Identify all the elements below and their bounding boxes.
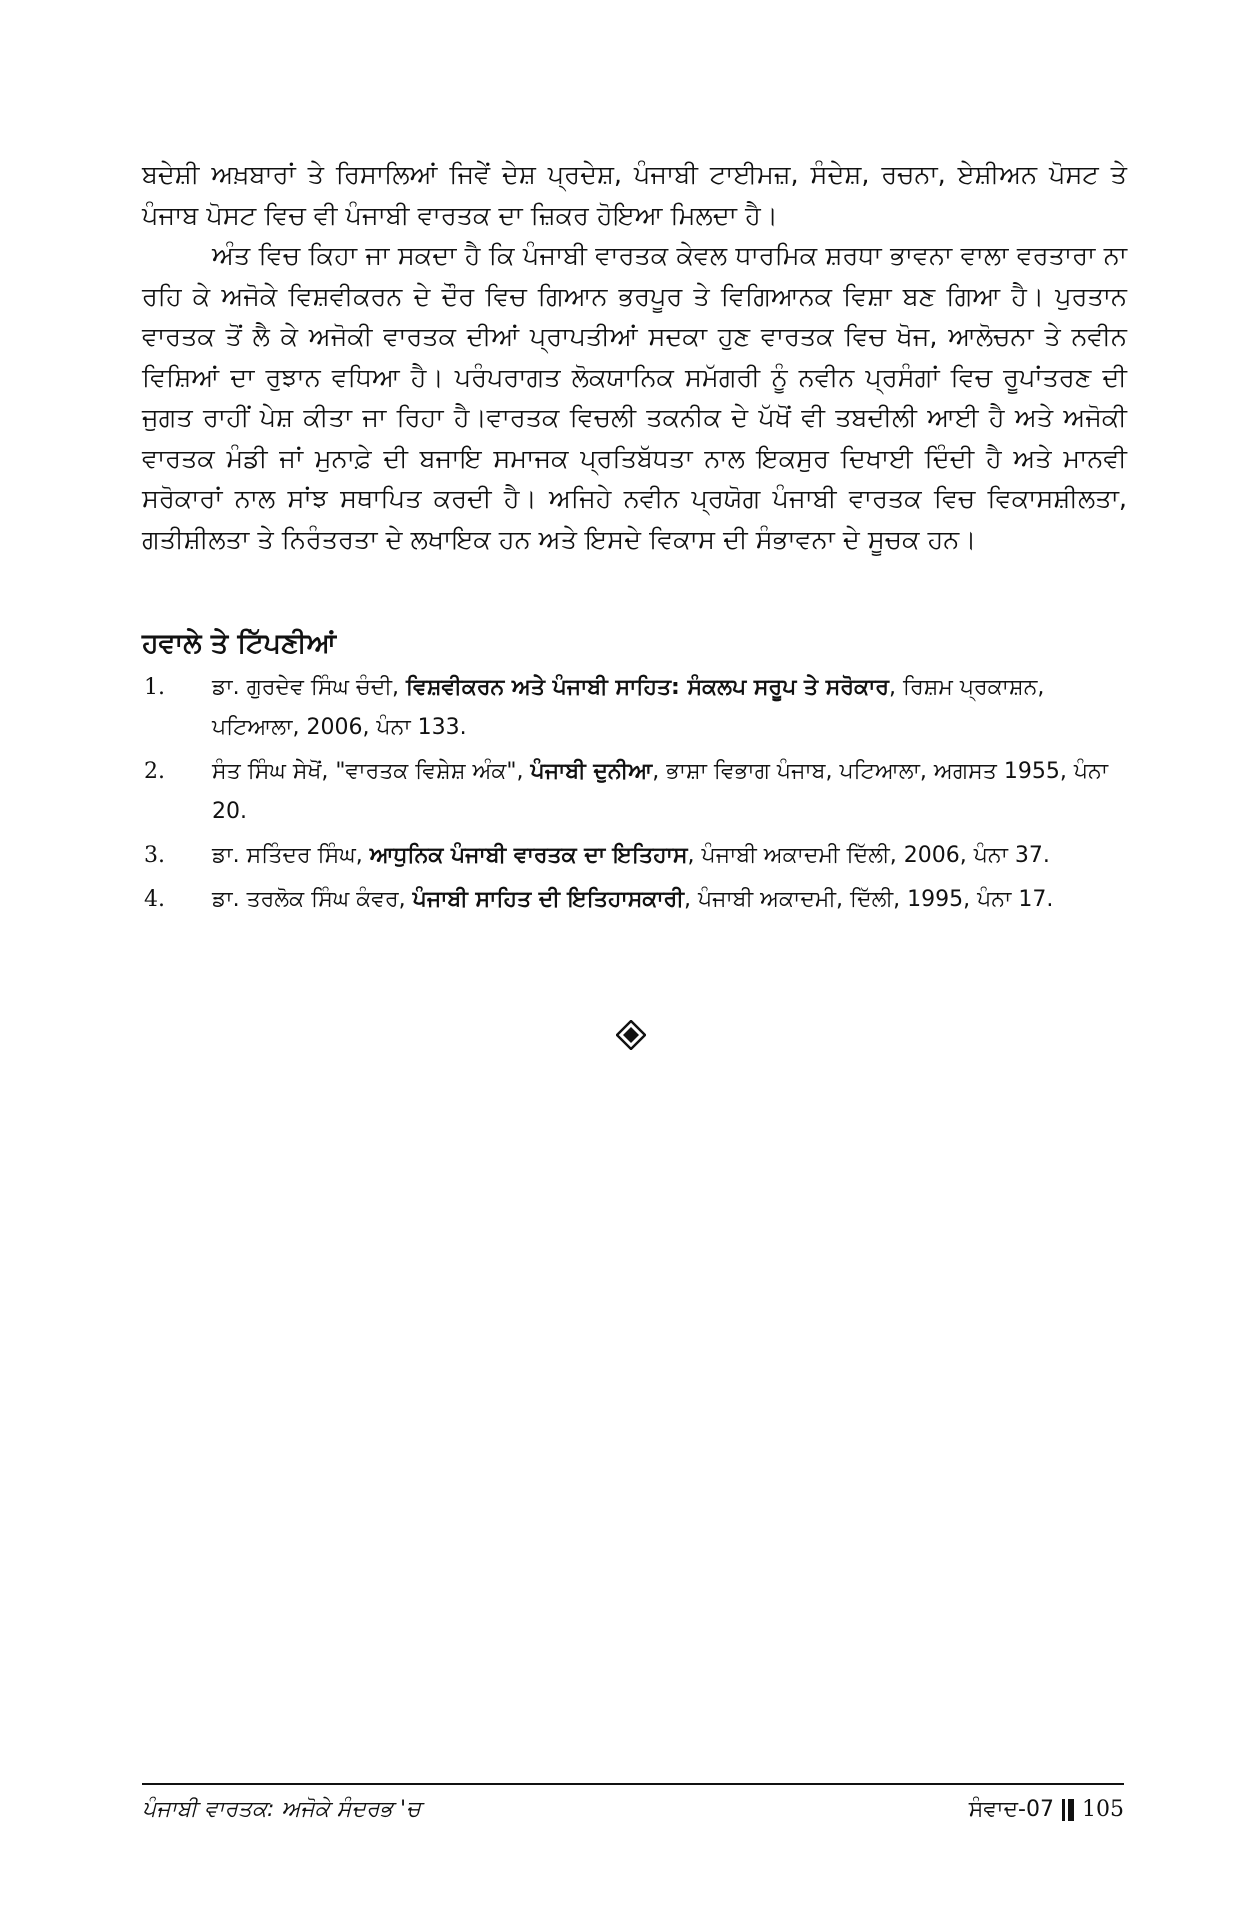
reference-item: [142, 836, 1127, 876]
reference-author: ਸੰਤ ਸਿੰਘ ਸੇਖੋਂ, "ਵਾਰਤਕ ਵਿਸ਼ੇਸ਼ ਅੰਕ",: [212, 759, 531, 784]
reference-author: ਡਾ. ਸਤਿੰਦਰ ਸਿੰਘ,: [212, 843, 370, 868]
reference-number: 1.: [144, 675, 165, 700]
reference-item: [142, 668, 1127, 748]
reference-title: ਆਧੁਨਿਕ ਪੰਜਾਬੀ ਵਾਰਤਕ ਦਾ ਇਤਿਹਾਸ: [369, 843, 688, 868]
running-footer-title: ਪੰਜਾਬੀ ਵਾਰਤਕ: ਅਜੋਕੇ ਸੰਦਰਭ 'ਚ: [142, 1797, 421, 1822]
references-list: [142, 668, 1127, 924]
reference-details: , ਰਿਸ਼ਮ ਪ੍ਰਕਾਸ਼ਨ, ਪਟਿਆਲਾ, 2006, ਪੰਨਾ 133.: [212, 675, 1045, 740]
paragraph-1: ਬਦੇਸ਼ੀ ਅਖ਼ਬਾਰਾਂ ਤੇ ਰਿਸਾਲਿਆਂ ਜਿਵੇਂ ਦੇਸ਼ ਪ੍ਰਦੇਸ਼, ਪੰਜਾਬੀ ਟਾਈਮਜ਼, ਸੰਦੇਸ਼, ਰਚਨਾ, ਏਸ਼ੀਅਨ ਪੋਸਟ ਤੇ ਪੰਜਾਬ ਪੋਸਟ ਵਿਚ ਵੀ ਪੰਜਾਬੀ ਵਾਰਤਕ ਦਾ ਜ਼ਿਕਰ ਹੋਇਆ ਮਿਲਦਾ ਹੈ।: [142, 160, 1127, 231]
journal-issue: ਸੰਵਾਦ-07: [968, 1797, 1054, 1822]
reference-item: [142, 752, 1127, 832]
reference-number: 3.: [144, 843, 165, 868]
reference-number: 2.: [144, 759, 165, 784]
bar-separator-icon: [1062, 1798, 1074, 1822]
reference-author: ਡਾ. ਗੁਰਦੇਵ ਸਿੰਘ ਚੰਦੀ,: [212, 675, 406, 700]
diamond-ornament-icon: [616, 1020, 646, 1050]
reference-author: ਡਾ. ਤਰਲੋਕ ਸਿੰਘ ਕੰਵਰ,: [212, 887, 413, 912]
page-number: 105: [1082, 1797, 1124, 1822]
reference-details: , ਪੰਜਾਬੀ ਅਕਾਦਮੀ ਦਿੱਲੀ, 2006, ਪੰਨਾ 37.: [687, 843, 1050, 868]
reference-details: , ਪੰਜਾਬੀ ਅਕਾਦਮੀ, ਦਿੱਲੀ, 1995, ਪੰਨਾ 17.: [683, 887, 1054, 912]
reference-title: ਪੰਜਾਬੀ ਸਾਹਿਤ ਦੀ ਇਤਿਹਾਸਕਾਰੀ: [412, 887, 684, 912]
references-heading: ਹਵਾਲੇ ਤੇ ਟਿੱਪਣੀਆਂ: [142, 628, 337, 659]
reference-number: 4.: [144, 887, 165, 912]
paragraph-2: ਅੰਤ ਵਿਚ ਕਿਹਾ ਜਾ ਸਕਦਾ ਹੈ ਕਿ ਪੰਜਾਬੀ ਵਾਰਤਕ ਕੇਵਲ ਧਾਰਮਿਕ ਸ਼ਰਧਾ ਭਾਵਨਾ ਵਾਲਾ ਵਰਤਾਰਾ ਨਾ ਰਹਿ ਕੇ ਅਜੋਕੇ ਵਿਸ਼ਵੀਕਰਨ ਦੇ ਦੌਰ ਵਿਚ ਗਿਆਨ ਭਰਪੂਰ ਤੇ ਵਿਗਿਆਨਕ ਵਿਸ਼ਾ ਬਣ ਗਿਆ ਹੈ। ਪੁਰਤਾਨ ਵਾਰਤਕ ਤੋਂ ਲੈ ਕੇ ਅਜੋਕੀ ਵਾਰਤਕ ਦੀਆਂ ਪ੍ਰਾਪਤੀਆਂ ਸਦਕਾ ਹੁਣ ਵਾਰਤਕ ਵਿਚ ਖੋਜ, ਆਲੋਚਨਾ ਤੇ ਨਵੀਨ ਵਿਸ਼ਿਆਂ ਦਾ ਰੁਝਾਨ ਵਧਿਆ ਹੈ। ਪਰੰਪਰਾਗਤ ਲੋਕਯਾਨਿਕ ਸਮੱਗਰੀ ਨੂੰ ਨਵੀਨ ਪ੍ਰਸੰਗਾਂ ਵਿਚ ਰੂਪਾਂਤਰਣ ਦੀ ਜੁਗਤ ਰਾਹੀਂ ਪੇਸ਼ ਕੀਤਾ ਜਾ ਰਿਹਾ ਹੈ।ਵਾਰਤਕ ਵਿਚਲੀ ਤਕਨੀਕ ਦੇ ਪੱਖੋਂ ਵੀ ਤਬਦੀਲੀ ਆਈ ਹੈ ਅਤੇ ਅਜੋਕੀ ਵਾਰਤਕ ਮੰਡੀ ਜਾਂ ਮੁਨਾਫ਼ੇ ਦੀ ਬਜਾਇ ਸਮਾਜਕ ਪ੍ਰਤਿਬੱਧਤਾ ਨਾਲ ਇਕਸੁਰ ਦਿਖਾਈ ਦਿੰਦੀ ਹੈ ਅਤੇ ਮਾਨਵੀ ਸਰੋਕਾਰਾਂ ਨਾਲ ਸਾਂਝ ਸਥਾਪਿਤ ਕਰਦੀ ਹੈ। ਅਜਿਹੇ ਨਵੀਨ ਪ੍ਰਯੋਗ ਪੰਜਾਬੀ ਵਾਰਤਕ ਵਿਚ ਵਿਕਾਸਸ਼ੀਲਤਾ, ਗਤੀਸ਼ੀਲਤਾ ਤੇ ਨਿਰੰਤਰਤਾ ਦੇ ਲਖਾਇਕ ਹਨ ਅਤੇ ਇਸਦੇ ਵਿਕਾਸ ਦੀ ਸੰਭਾਵਨਾ ਦੇ ਸੂਚਕ ਹਨ।: [142, 241, 1127, 555]
reference-title: ਪੰਜਾਬੀ ਦੁਨੀਆ: [530, 759, 653, 784]
footer-page-info: [969, 1797, 1124, 1822]
body-text: [142, 155, 1127, 560]
reference-item: [142, 880, 1127, 920]
footer-divider: [142, 1783, 1124, 1785]
reference-details: , ਭਾਸ਼ਾ ਵਿਭਾਗ ਪੰਜਾਬ, ਪਟਿਆਲਾ, ਅਗਸਤ 1955, ਪੰਨਾ 20.: [212, 759, 1109, 824]
reference-title: ਵਿਸ਼ਵੀਕਰਨ ਅਤੇ ਪੰਜਾਬੀ ਸਾਹਿਤ: ਸੰਕਲਪ ਸਰੂਪ ਤੇ ਸਰੋਕਾਰ: [405, 675, 890, 700]
